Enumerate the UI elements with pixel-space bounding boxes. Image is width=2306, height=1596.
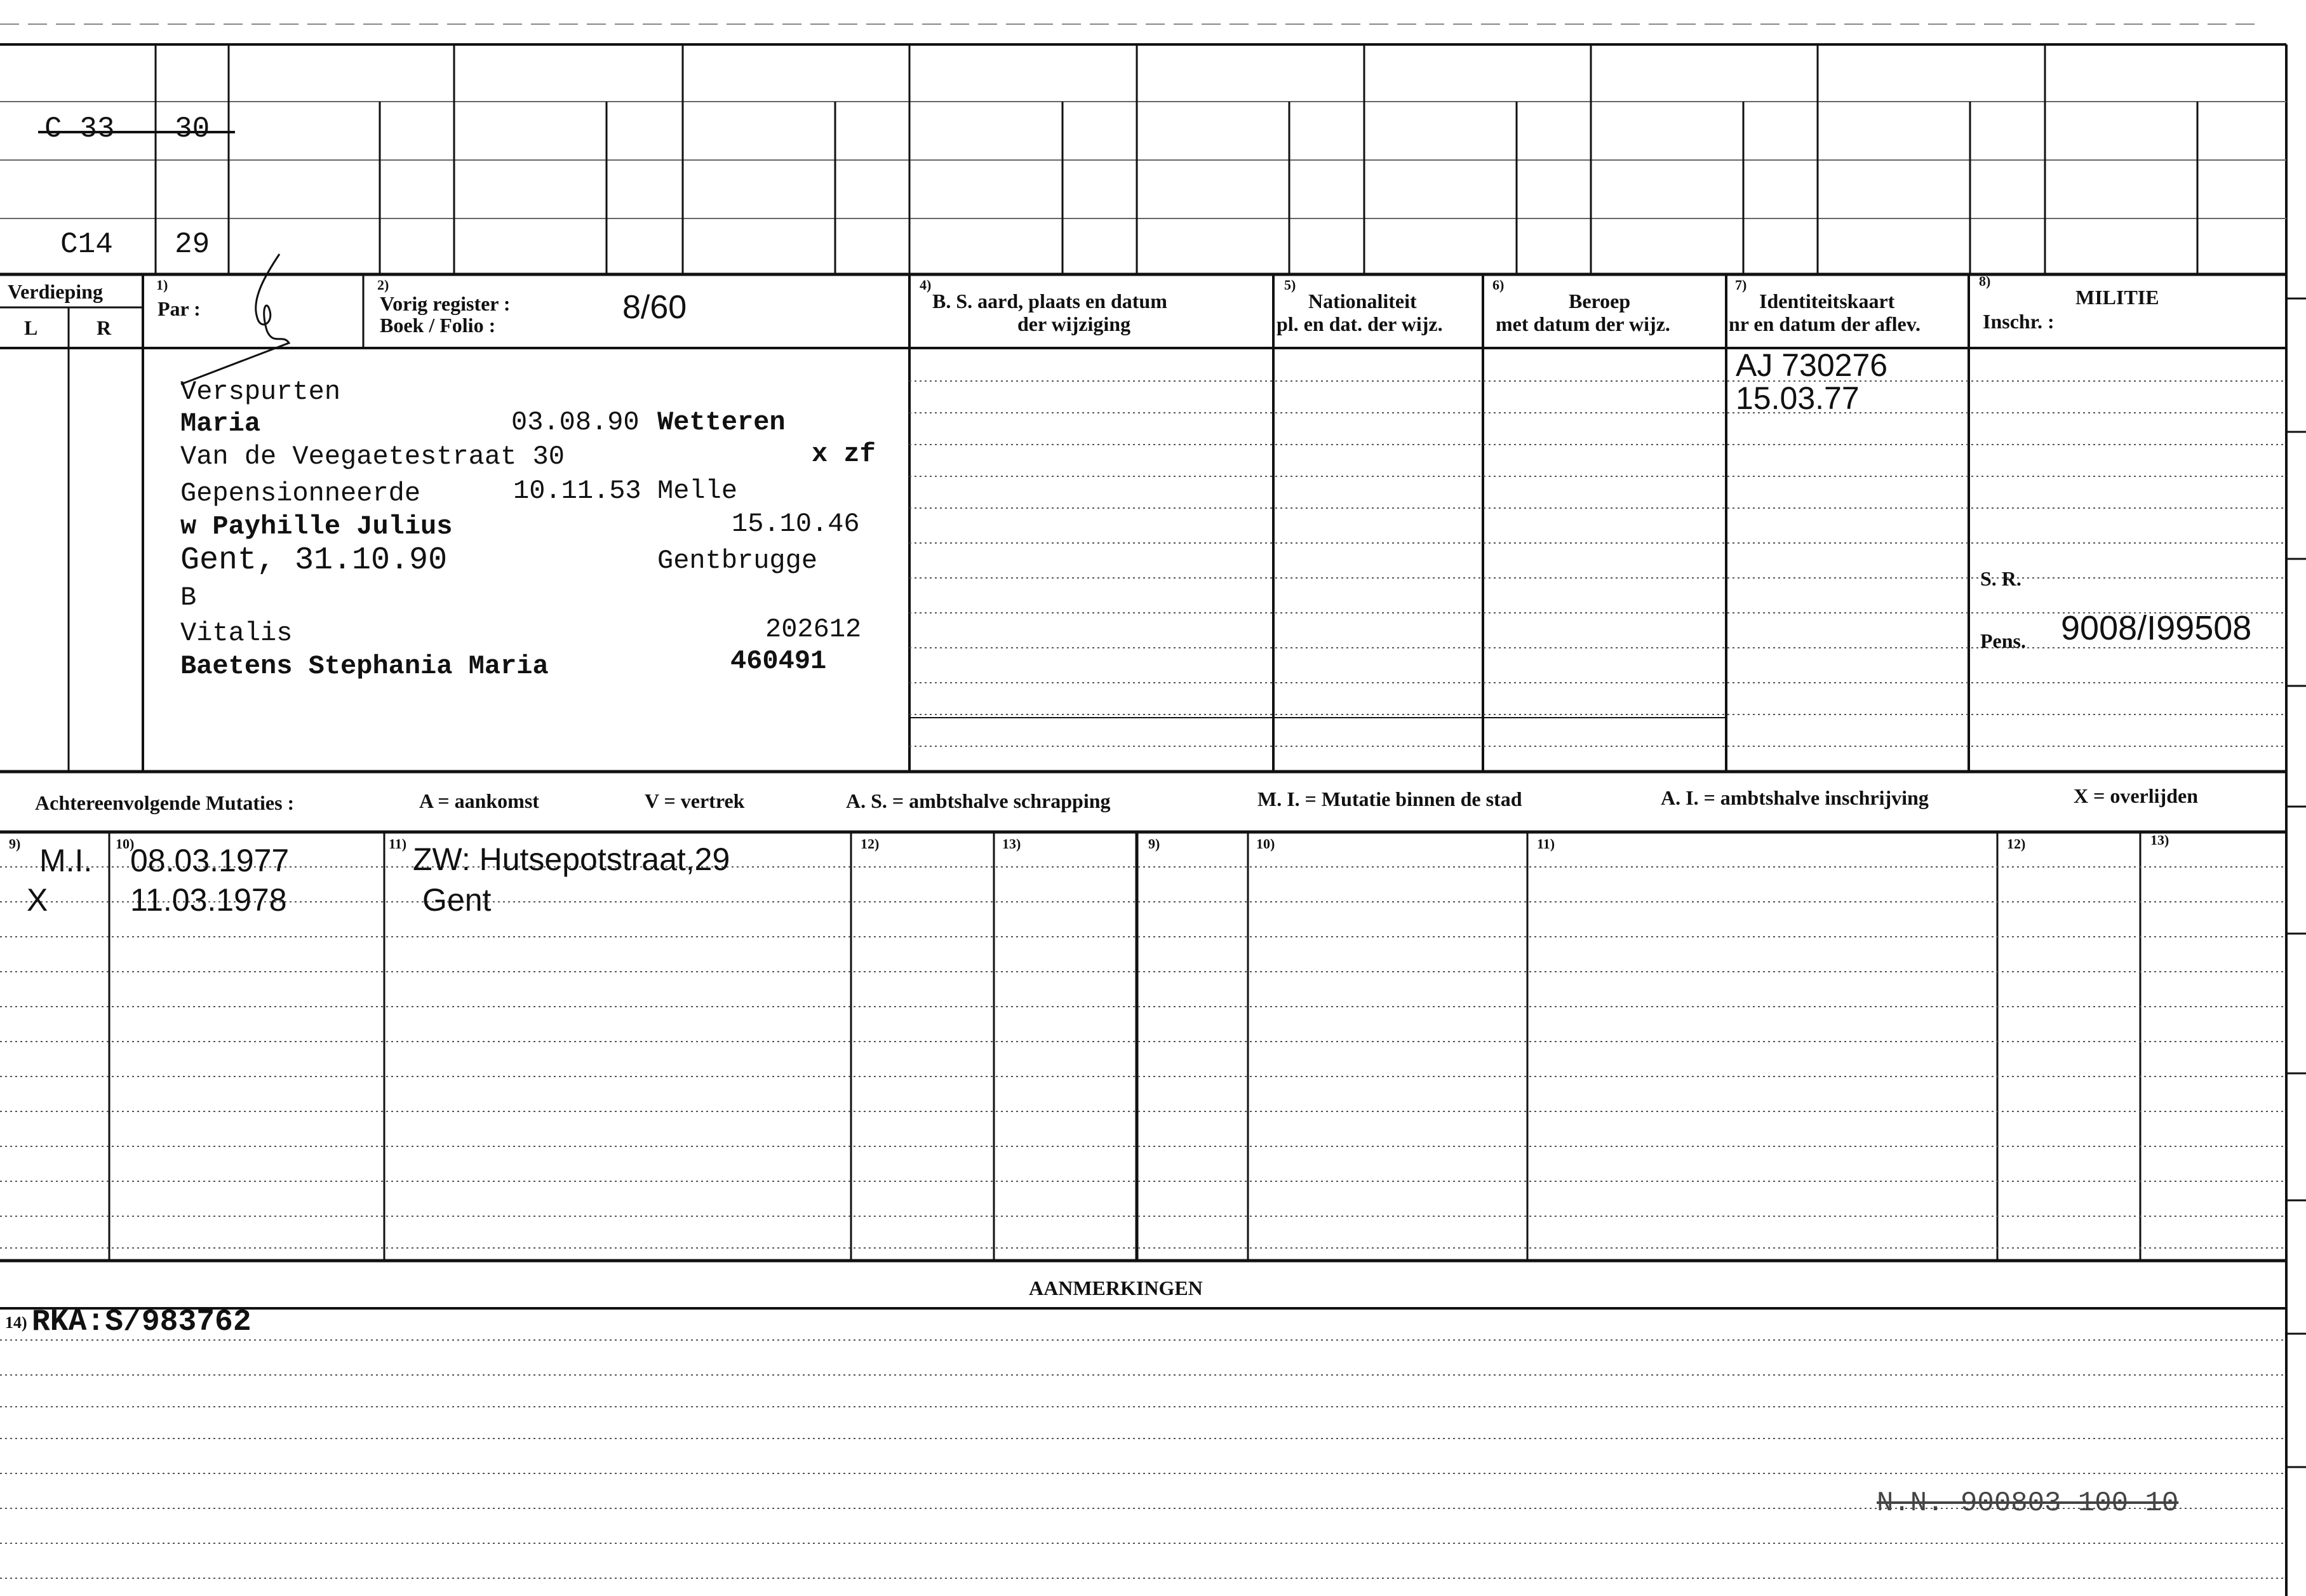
beroep-line2: met datum der wijz.	[1496, 312, 1670, 335]
sr-label: S. R.	[1980, 567, 2021, 590]
mut-col-11b: 11)	[1537, 836, 1555, 852]
col5-number: 5)	[1284, 277, 1296, 293]
person-registered-place: Gentbrugge	[657, 546, 818, 576]
remarks-rka: RKA:S/983762	[32, 1305, 251, 1339]
mutation-2-place: Gent	[422, 882, 492, 918]
mutation-2-date: 11.03.1978	[130, 882, 287, 918]
identity-card-number: AJ 730276	[1736, 347, 1888, 383]
pens-label: Pens.	[1980, 629, 2026, 652]
identiteitskaart-line2: nr en datum der aflev.	[1729, 312, 1921, 335]
remarks-nn: N.N. 900803 100 10	[1877, 1487, 2179, 1519]
person-spouse-date: 15.10.46	[732, 509, 860, 539]
verdieping-label: Verdieping	[8, 280, 103, 303]
inschr-label: Inschr. :	[1983, 310, 2055, 333]
beroep-line1: Beroep	[1569, 290, 1631, 312]
militie-label: MILITIE	[2075, 286, 2159, 309]
mut-col-10: 10)	[116, 836, 135, 852]
person-fund: Vitalis	[180, 618, 293, 648]
pens-value: 9008/I99508	[2061, 609, 2252, 647]
mut-col-12: 12)	[861, 836, 880, 852]
mutation-1-date: 08.03.1977	[130, 843, 290, 878]
legend-mutatie-binnen-stad: M. I. = Mutatie binnen de stad	[1257, 788, 1522, 810]
person-mother: Baetens Stephania Maria	[180, 651, 549, 681]
legend-ambtshalve-inschrijving: A. I. = ambtshalve inschrijving	[1661, 786, 1929, 809]
boek-folio-label: Boek / Folio :	[380, 314, 496, 337]
register-code: C14	[60, 228, 113, 261]
person-occupation: Gepensionneerde	[180, 478, 421, 509]
vorig-register-label: Vorig register :	[380, 292, 511, 315]
legend-ambtshalve-schrapping: A. S. = ambtshalve schrapping	[846, 789, 1111, 812]
person-surname: Verspurten	[180, 377, 341, 407]
par-label: Par :	[158, 297, 201, 320]
register-number: 29	[175, 228, 210, 261]
mut-col-13: 13)	[1002, 836, 1021, 852]
bs-header-line1: B. S. aard, plaats en datum	[932, 290, 1167, 312]
person-mother-number: 460491	[730, 646, 827, 676]
person-spouse: w Payhille Julius	[180, 511, 453, 542]
identiteitskaart-line1: Identiteitskaart	[1759, 290, 1895, 312]
struck-code: C 33	[44, 112, 115, 145]
nationaliteit-line1: Nationaliteit	[1308, 290, 1417, 312]
person-birth-date: 03.08.90	[511, 407, 640, 438]
person-marriage-place: Melle	[657, 476, 738, 506]
verdieping-r: R	[97, 316, 112, 339]
col2-number: 2)	[377, 277, 389, 293]
mutation-1-place: ZW: Hutsepotstraat,29	[413, 842, 730, 877]
mut-col-9: 9)	[9, 836, 21, 852]
remarks-title: AANMERKINGEN	[1029, 1277, 1203, 1299]
legend-overlijden: X = overlijden	[2074, 784, 2198, 807]
mut-col-9b: 9)	[1148, 836, 1160, 852]
col7-number: 7)	[1735, 277, 1747, 293]
nationaliteit-line2: pl. en dat. der wijz.	[1277, 312, 1443, 335]
col8-number: 8)	[1979, 273, 1991, 289]
mut-col-13b: 13)	[2150, 832, 2169, 848]
struck-number: 30	[175, 112, 210, 145]
person-fund-number: 202612	[765, 614, 862, 645]
col4-number: 4)	[920, 277, 932, 293]
legend-vertrek: V = vertrek	[645, 789, 745, 812]
person-nationality: B	[180, 582, 197, 613]
person-street: Van de Veegaetestraat 30	[180, 441, 565, 472]
mutations-legend-title: Achtereenvolgende Mutaties :	[35, 791, 295, 814]
person-birth-place: Wetteren	[657, 407, 786, 438]
mut-col-10b: 10)	[1256, 836, 1275, 852]
mut-col-12b: 12)	[2007, 836, 2026, 852]
bs-header-line2: der wijziging	[1017, 312, 1131, 335]
col6-number: 6)	[1492, 277, 1505, 293]
mutation-1-type: M.I.	[39, 843, 93, 878]
mutation-2-type: X	[27, 882, 48, 918]
remarks-number: 14)	[5, 1313, 27, 1332]
vorig-register-value: 8/60	[622, 289, 687, 326]
person-registered: Gent, 31.10.90	[180, 542, 448, 579]
person-sex-mark: x zf	[812, 439, 876, 469]
person-marriage-date: 10.11.53	[513, 476, 641, 506]
legend-aankomst: A = aankomst	[419, 789, 539, 812]
mut-col-11: 11)	[389, 836, 407, 852]
verdieping-l: L	[24, 316, 38, 339]
col1-number: 1)	[156, 277, 168, 293]
identity-card-date: 15.03.77	[1736, 380, 1860, 416]
person-first-name: Maria	[180, 408, 261, 439]
